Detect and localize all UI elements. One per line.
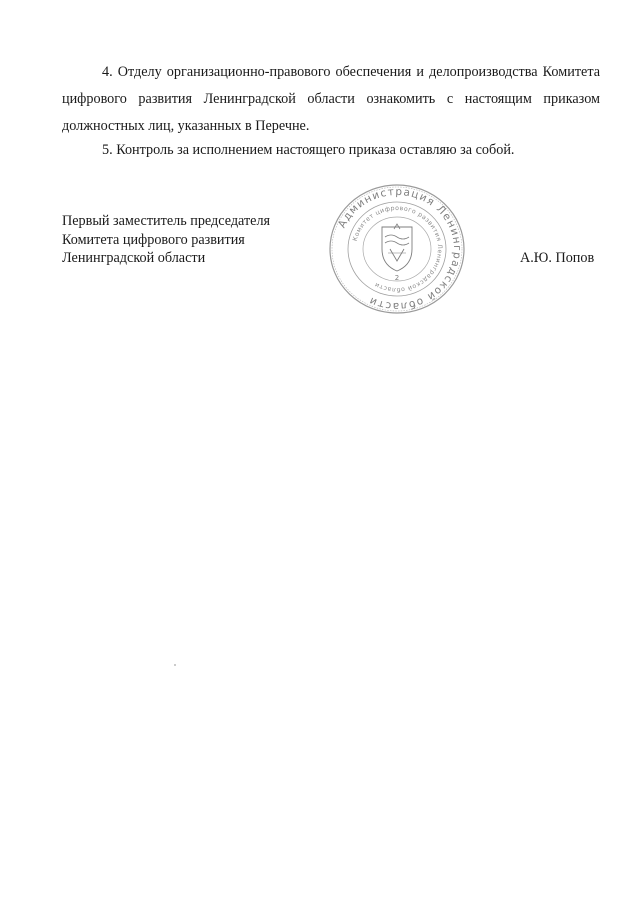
signatory-title-line-3: Ленинградской области	[62, 250, 206, 266]
seal-outer-text: Администрация Ленинградской области	[336, 185, 464, 313]
official-seal	[328, 183, 466, 315]
signatory-title	[62, 212, 270, 268]
paragraph-5: 5. Контроль за исполнением настоящего приказа оставляю за собой.	[102, 142, 515, 158]
coat-of-arms-icon	[382, 224, 412, 271]
seal-outer-ring	[330, 185, 464, 313]
signatory-title-line-2: Комитета цифрового развития	[62, 231, 245, 248]
scan-speck	[174, 664, 176, 666]
signatory-title-line-1: Первый заместитель председателя	[62, 213, 271, 229]
paragraph-4: 4. Отделу организационно-правового обеспечения и делопроизводства Комитета цифрового развития Ленинградской области ознакомить с настоящим приказом должностных лиц, указанных в Перечне.	[62, 64, 600, 134]
seal-number: 2	[394, 274, 400, 282]
seal-inner-text: Комитет цифрового развития Ленинградской области	[351, 204, 444, 294]
signatory-name: А.Ю. Попов	[520, 250, 595, 266]
